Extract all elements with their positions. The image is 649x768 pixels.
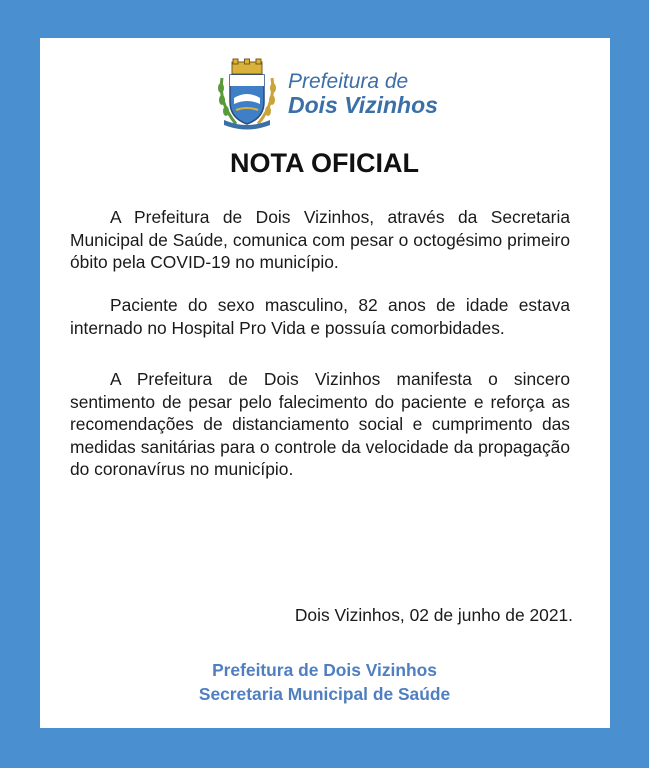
date-line: Dois Vizinhos, 02 de junho de 2021. bbox=[294, 605, 573, 625]
document-title: NOTA OFICIAL bbox=[230, 148, 419, 178]
paragraph-announcement: A Prefeitura de Dois Vizinhos, através da Secretaria Municipal de Saúde, comunica com pesar o octogésimo primeiro óbito pela COVID-19 no município. bbox=[70, 207, 570, 272]
logo-line-city: Dois Vizinhos bbox=[288, 91, 438, 118]
signature-prefeitura: Prefeitura de Dois Vizinhos bbox=[212, 660, 437, 680]
signature-secretaria: Secretaria Municipal de Saúde bbox=[198, 684, 451, 704]
paragraph-patient: Paciente do sexo masculino, 82 anos de idade estava internado no Hospital Pro Vida e possuía comorbidades. bbox=[70, 295, 570, 338]
logo-wordmark bbox=[288, 71, 438, 117]
logo-line-prefeitura: Prefeitura de bbox=[288, 69, 409, 93]
paragraph-condolences: A Prefeitura de Dois Vizinhos manifesta o sincero sentimento de pesar pelo falecimento do paciente e reforça as recomendações de distanciamento social e cumprimento das medidas sanitárias para o controle da velocidade da propagação do coronavírus no município. bbox=[70, 369, 570, 479]
prefeitura-logo bbox=[216, 58, 438, 130]
municipal-crest-icon bbox=[216, 58, 278, 130]
